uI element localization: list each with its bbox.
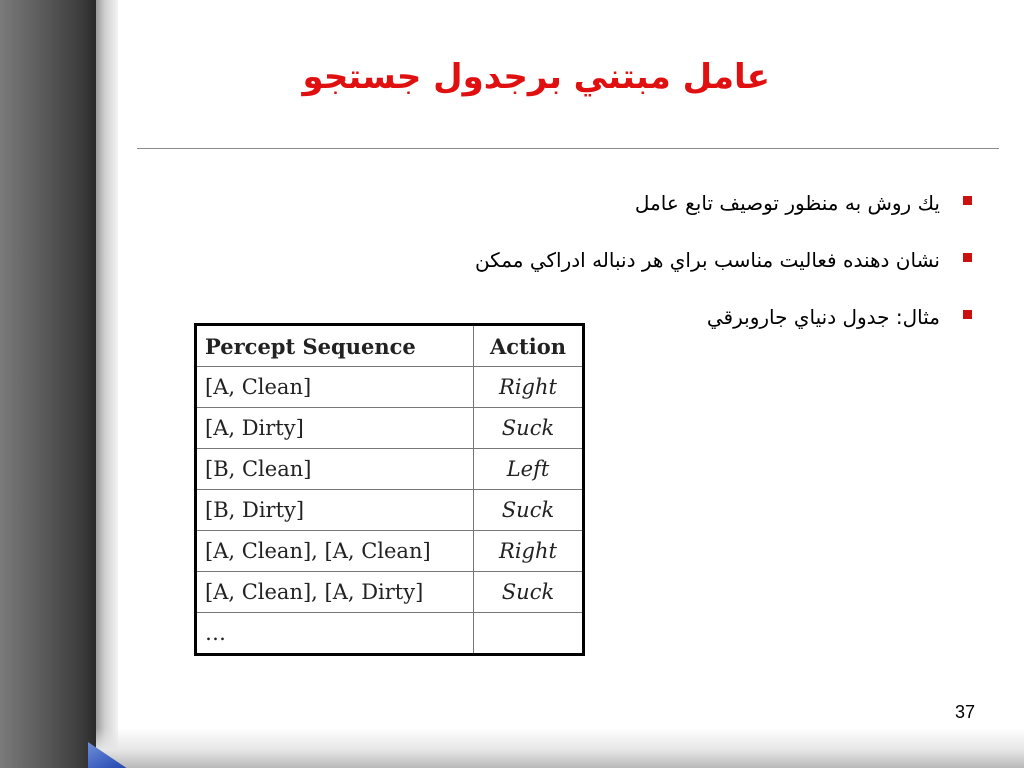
square-bullet-icon: [963, 310, 972, 319]
percept-table-container: [194, 323, 585, 656]
action-cell: Right: [474, 367, 584, 408]
table-row: [196, 490, 584, 531]
percept-cell: [B, Clean]: [196, 449, 474, 490]
left-bar-gradient-edge: [96, 0, 118, 768]
percept-action-table: [194, 323, 585, 656]
bullet-item: [300, 237, 980, 294]
action-cell: [474, 613, 584, 655]
action-cell: Suck: [474, 408, 584, 449]
table-row: [196, 613, 584, 655]
table-row: [196, 572, 584, 613]
title-divider: [137, 148, 999, 149]
bullet-text: يك روش به منظور توصيف تابع عامل: [634, 191, 940, 215]
percept-cell: [A, Clean], [A, Dirty]: [196, 572, 474, 613]
table-row: [196, 367, 584, 408]
percept-cell: [A, Dirty]: [196, 408, 474, 449]
action-cell: Suck: [474, 490, 584, 531]
percept-cell: …: [196, 613, 474, 655]
action-cell: Left: [474, 449, 584, 490]
percept-cell: [A, Clean], [A, Clean]: [196, 531, 474, 572]
header-percept-sequence: Percept Sequence: [196, 325, 474, 367]
table-row: [196, 531, 584, 572]
bottom-shadow: [96, 728, 1024, 768]
bullet-text: نشان دهنده فعاليت مناسب براي هر دنباله ادراكي ممكن: [474, 248, 940, 272]
action-cell: Right: [474, 531, 584, 572]
percept-cell: [B, Dirty]: [196, 490, 474, 531]
bullet-text: مثال: جدول دنياي جاروبرقي: [706, 305, 940, 329]
bullet-item: [300, 180, 980, 237]
slide-title: عامل مبتني برجدول جستجو: [302, 57, 770, 97]
square-bullet-icon: [963, 196, 972, 205]
action-cell: Suck: [474, 572, 584, 613]
table-header-row: [196, 325, 584, 367]
left-decorative-bar: [0, 0, 96, 768]
table-row: [196, 408, 584, 449]
square-bullet-icon: [963, 253, 972, 262]
table-row: [196, 449, 584, 490]
percept-cell: [A, Clean]: [196, 367, 474, 408]
header-action: Action: [474, 325, 584, 367]
page-number: 37: [954, 702, 975, 722]
